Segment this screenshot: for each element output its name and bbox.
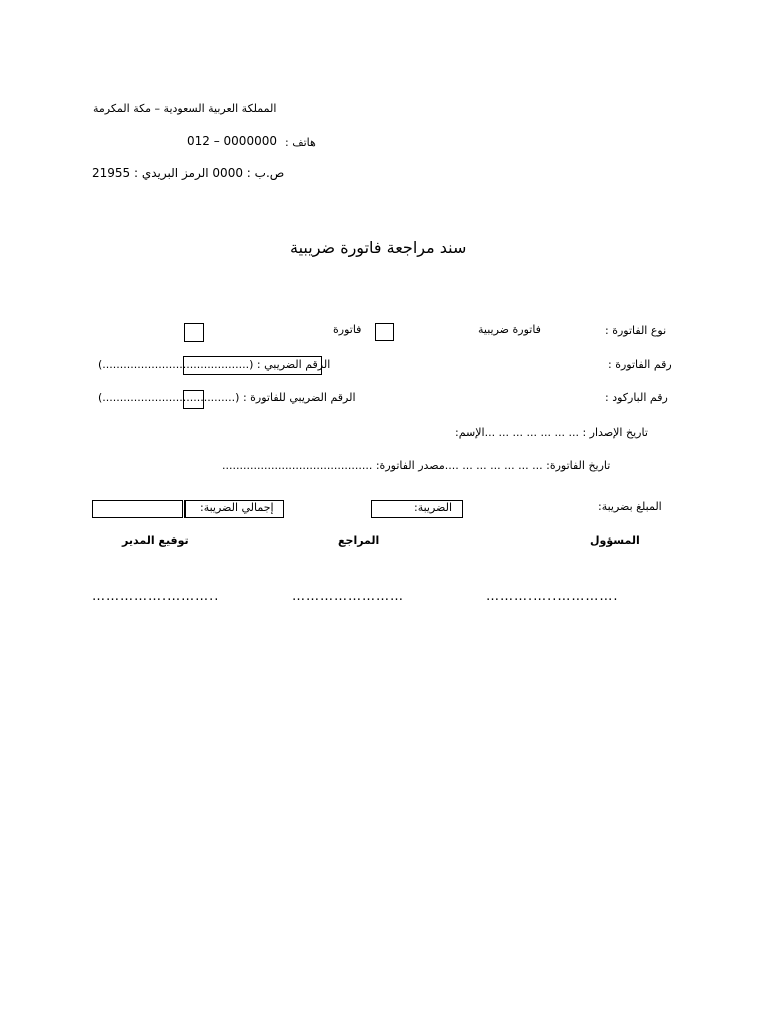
signature-responsible-label: المسؤول: [590, 534, 640, 547]
document-title: سند مراجعة فاتورة ضريبية: [290, 238, 467, 257]
invoice-date-field[interactable]: تاريخ الفاتورة: ... ... ... ... ... ... ....مصدر الفاتورة: ...........................................: [222, 459, 611, 472]
issue-date-field[interactable]: تاريخ الإصدار : ... ... ... ... ... ... ...الإسم:: [455, 426, 648, 439]
header-country-city: المملكة العربية السعودية – مكة المكرمة: [93, 102, 277, 115]
header-phone-number: 012 – 0000000: [187, 134, 277, 148]
option-tax-invoice-checkbox[interactable]: [375, 323, 394, 341]
invoice-tax-number-field[interactable]: الرقم الضريبي للفاتورة : (......................................): [98, 391, 356, 404]
signature-line-manager[interactable]: …………….………..: [92, 589, 220, 604]
invoice-number-label: رقم الفاتورة :: [608, 358, 672, 371]
total-tax-value-box[interactable]: [92, 500, 183, 518]
tax-number-field[interactable]: الرقم الضريبي : (..........................................): [98, 358, 331, 371]
option-invoice-label: فاتورة: [333, 323, 362, 336]
header-phone-label: هاتف :: [285, 136, 316, 149]
barcode-label: رقم الباركود :: [605, 391, 668, 404]
signature-reviewer-label: المراجع: [338, 534, 380, 547]
invoice-tax-number-box: [183, 390, 204, 409]
option-invoice-checkbox[interactable]: [184, 323, 204, 342]
tax-label: الضريبة:: [414, 501, 453, 514]
option-tax-invoice-label: فاتورة ضريبية: [478, 323, 541, 336]
signature-line-reviewer[interactable]: ……………………: [292, 589, 404, 604]
header-pobox-line: ص.ب : 0000 الرمز البريدي : 21955: [92, 166, 285, 180]
signature-manager-label: توقيع المدير: [122, 534, 189, 547]
total-tax-label: إجمالي الضريبة:: [200, 501, 274, 514]
amount-tax-label: المبلغ بضريبة:: [598, 500, 662, 513]
invoice-type-label: نوع الفاتورة :: [605, 324, 667, 337]
signature-line-responsible[interactable]: ……….…..………….: [486, 589, 619, 604]
tax-number-box: [183, 356, 322, 375]
